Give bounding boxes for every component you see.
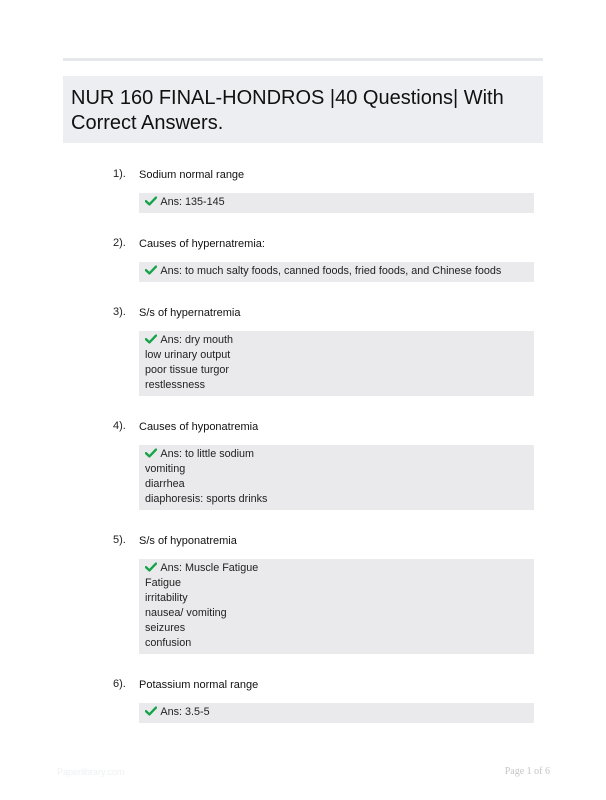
checkmark-icon	[145, 448, 157, 458]
answer-text: Ans: 3.5-5	[160, 706, 210, 718]
question-item-6	[0, 677, 606, 723]
answer-detail-line: Fatigue	[145, 577, 182, 589]
checkmark-icon	[145, 196, 157, 206]
question-number: 3).	[113, 306, 126, 318]
question-item-3	[0, 305, 606, 396]
question-item-1	[0, 167, 606, 213]
answer-detail-line: irritability	[145, 592, 188, 604]
top-divider	[63, 58, 543, 61]
answer-box	[139, 559, 534, 654]
answer-box	[139, 445, 534, 510]
question-item-5	[0, 533, 606, 654]
answer-text: Ans: dry mouth	[160, 334, 234, 346]
answer-box	[139, 703, 534, 723]
answer-detail-line: restlessness	[145, 379, 206, 391]
question-text: S/s of hypernatremia	[139, 307, 241, 319]
question-text: S/s of hyponatremia	[139, 535, 237, 547]
answer-text: Ans: 135-145	[160, 196, 225, 208]
answer-detail-line: confusion	[145, 637, 192, 649]
answer-detail-line: poor tissue turgor	[145, 364, 230, 376]
answer-box	[139, 331, 534, 396]
question-text: Sodium normal range	[139, 169, 245, 181]
question-number: 6).	[113, 678, 126, 690]
answer-detail-line: diarrhea	[145, 478, 185, 490]
question-text: Causes of hyponatremia	[139, 421, 259, 433]
answer-box	[139, 262, 534, 282]
answer-text: Ans: Muscle Fatigue	[160, 562, 259, 574]
question-item-2	[0, 236, 606, 282]
answer-detail-line: low urinary output	[145, 349, 231, 361]
question-item-4	[0, 419, 606, 510]
title-banner	[63, 76, 543, 143]
checkmark-icon	[145, 265, 157, 275]
question-number: 4).	[113, 420, 126, 432]
answer-detail-line: nausea/ vomiting	[145, 607, 227, 619]
question-number: 2).	[113, 237, 126, 249]
answer-text: Ans: to little sodium	[160, 448, 255, 460]
question-text: Causes of hypernatremia:	[139, 238, 265, 250]
document-title: NUR 160 FINAL-HONDROS |40 Questions| With Correct Answers.	[71, 87, 504, 134]
page-number: Page 1 of 6	[504, 766, 550, 777]
answer-box	[139, 193, 534, 213]
checkmark-icon	[145, 706, 157, 716]
question-text: Potassium normal range	[139, 679, 259, 691]
question-list	[0, 167, 606, 746]
answer-detail-line: diaphoresis: sports drinks	[145, 493, 268, 505]
checkmark-icon	[145, 334, 157, 344]
answer-detail-line: seizures	[145, 622, 186, 634]
answer-detail-line: vomiting	[145, 463, 186, 475]
answer-text: Ans: to much salty foods, canned foods, fried foods, and Chinese foods	[160, 265, 502, 277]
question-number: 1).	[113, 168, 126, 180]
checkmark-icon	[145, 562, 157, 572]
question-number: 5).	[113, 534, 126, 546]
footer-watermark: Paperlibrary.com	[57, 767, 125, 777]
